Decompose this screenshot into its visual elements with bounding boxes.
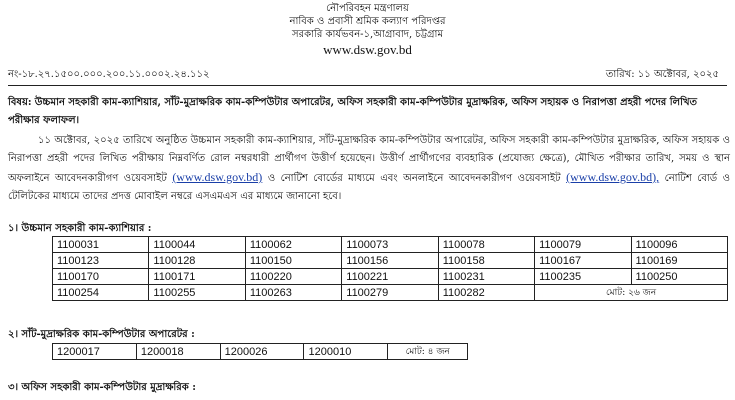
website-link-2[interactable]: (www.dsw.gov.bd), <box>566 170 660 184</box>
section-2-heading: ২। সাঁট-মুদ্রাক্ষরিক কাম-কম্পিউটার অপারেটর : <box>8 329 195 340</box>
website-header-link[interactable]: www.dsw.gov.bd <box>323 42 412 57</box>
roll-cell: 1200026 <box>220 344 304 360</box>
roll-cell: 1100167 <box>535 253 631 269</box>
body-part-1: ১১ অক্টোবর, ২০২৫ তারিখে অনুষ্ঠিত উচ্চমান সহকারী কাম-ক্যাশিয়ার, সাঁট-মুদ্রাক্ষরিক কাম-কম্পিউটার অপারেটর, অফিস সহকারী কাম-কম্পিউটার মুদ্রাক্ষরিক, অফিস সহায়ক ও নিরাপত্তা প্রহরী পদের লিখিত পরীক্ষায় নিম্নবর্ণিত রোল নম্বরধারী প্রার্থীগণ উত্তীর্ণ হয়েছেন। উত্তীর্ণ প্রার্থীগণের ব্যবহারিক (প্রযোজ্য ক্ষেত্রে), মৌখিত পরীক্ষার তারিখ, সময় ও স্থান অফলাইনে আবেদনকারীগণ ওয়েবসাইট <box>8 135 730 184</box>
table-row <box>53 285 728 301</box>
roll-cell: 1100078 <box>438 237 534 253</box>
roll-cell: 1100282 <box>438 285 534 301</box>
roll-cell: 1100169 <box>631 253 727 269</box>
subject-line <box>8 94 730 130</box>
ministry-name: নৌপরিবহন মন্ত্রণালয় <box>326 3 409 14</box>
board-name: নাবিক ও প্রবাসী শ্রমিক কল্যাণ পরিদপ্তর <box>289 16 446 27</box>
roll-cell: 1100254 <box>53 285 149 301</box>
roll-cell: 1100221 <box>342 269 438 285</box>
section-3-heading: ৩। অফিস সহকারী কাম-কম্পিউটার মুদ্রাক্ষরিক : <box>8 382 196 393</box>
section-1-roll-table <box>52 236 728 301</box>
roll-cell: 1100250 <box>631 269 727 285</box>
section-1-total: মোট: ২৬ জন <box>535 285 728 301</box>
roll-cell: 1100150 <box>245 253 341 269</box>
roll-cell: 1100123 <box>53 253 149 269</box>
section-2-roll-table <box>52 343 468 360</box>
roll-cell: 1100170 <box>53 269 149 285</box>
roll-cell: 1100073 <box>342 237 438 253</box>
table-row <box>53 269 728 285</box>
roll-cell: 1200017 <box>53 344 137 360</box>
roll-cell: 1100156 <box>342 253 438 269</box>
header-divider <box>8 85 727 86</box>
roll-cell: 1100158 <box>438 253 534 269</box>
roll-cell: 1100171 <box>149 269 245 285</box>
office-address: সরকারি কার্যভবন-১,আগ্রাবাদ, চট্টগ্রাম <box>291 29 443 40</box>
roll-cell: 1100128 <box>149 253 245 269</box>
roll-cell: 1100255 <box>149 285 245 301</box>
roll-cell: 1100062 <box>245 237 341 253</box>
roll-cell: 1100235 <box>535 269 631 285</box>
notice-body <box>8 132 730 206</box>
body-part-3: নোটিশ বোর্ড ও টেলিটকের মাধ্যমে তাদের প্রদত্ত মোবাইল নম্বরে এসএমএস এর মাধ্যমে জানানো হবে। <box>8 173 731 202</box>
roll-cell: 1100220 <box>245 269 341 285</box>
table-row <box>53 253 728 269</box>
roll-cell: 1100231 <box>438 269 534 285</box>
subject-text: উচ্চমান সহকারী কাম-ক্যাশিয়ার, সাঁট-মুদ্রাক্ষরিক কাম-কম্পিউটার অপারেটর, অফিস সহকারী কাম-কম্পিউটার মুদ্রাক্ষরিক, অফিস সহায়ক ও নিরাপত্তা প্রহরী পদের লিখিত পরীক্ষার ফলাফল। <box>8 97 698 126</box>
roll-cell: 1100079 <box>535 237 631 253</box>
roll-cell: 1200018 <box>136 344 220 360</box>
section-2-total: মোট: ৪ জন <box>388 344 468 360</box>
memo-reference: নং-১৮.২৭.১৫০০.০০০.২০০.১১.০০০২.২৪.১১২ <box>8 69 210 80</box>
roll-cell: 1100263 <box>245 285 341 301</box>
body-part-2: ও নোটিশ বোর্ডের মাধ্যমে এবং অনলাইনে আবেদনকারীগণ ওয়েবসাইট <box>267 173 561 184</box>
table-row <box>53 344 468 360</box>
roll-cell: 1100044 <box>149 237 245 253</box>
roll-cell: 1100279 <box>342 285 438 301</box>
section-1-heading: ১। উচ্চমান সহকারী কাম-ক্যাশিয়ার : <box>8 223 152 234</box>
roll-cell: 1200010 <box>304 344 388 360</box>
roll-cell: 1100031 <box>53 237 149 253</box>
roll-cell: 1100096 <box>631 237 727 253</box>
subject-label: বিষয়: <box>8 97 32 108</box>
table-row <box>53 237 728 253</box>
website-link-1[interactable]: (www.dsw.gov.bd) <box>172 170 263 184</box>
memo-date: তারিখ: ১১ অক্টোবর, ২০২৫ <box>605 69 719 80</box>
